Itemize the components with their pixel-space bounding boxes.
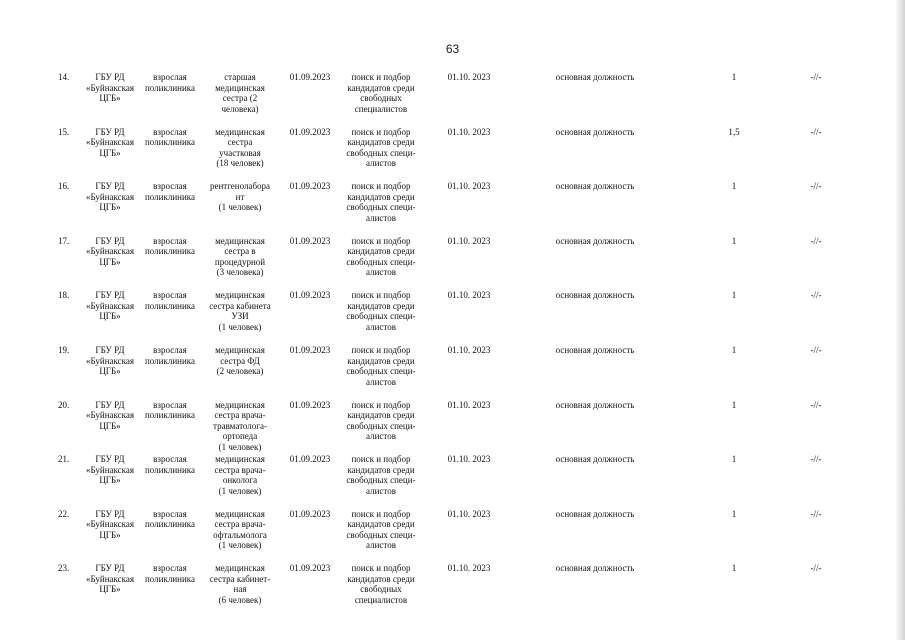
- method-cell-line: свободных: [360, 584, 402, 595]
- department-cell: [140, 563, 200, 584]
- method-cell-line: кандидатов среди: [347, 519, 415, 530]
- rate-cell: 1: [731, 181, 737, 192]
- note-cell: -//-: [810, 563, 822, 574]
- method-cell: [344, 236, 418, 278]
- method-cell-line: алистов: [366, 431, 396, 442]
- organization-cell-line: ЦГБ»: [99, 366, 121, 376]
- method-cell-line: специалистов: [354, 594, 408, 605]
- method-cell-line: свободных специ-: [346, 147, 416, 158]
- department-cell: [140, 290, 200, 311]
- employment-type-cell: основная должность: [555, 72, 635, 82]
- department-cell-line: взрослая: [153, 454, 187, 465]
- department-cell-line: взрослая: [153, 235, 187, 246]
- end-date-cell: 01.10. 2023: [447, 126, 491, 137]
- note-cell: -//-: [810, 399, 822, 410]
- position-cell: [206, 345, 274, 377]
- method-cell-line: свободных специ-: [346, 366, 416, 376]
- organization-cell: [84, 181, 136, 213]
- position-cell-line: (2 человека): [216, 366, 264, 376]
- row-number: 16.: [58, 181, 70, 192]
- method-cell-line: кандидатов среди: [347, 355, 415, 366]
- department-cell-line: поликлиника: [144, 246, 196, 257]
- position-cell-line: нт: [235, 191, 245, 202]
- organization-cell: [84, 72, 136, 104]
- row-number: 22.: [58, 508, 70, 519]
- method-cell: [344, 400, 418, 442]
- note-cell: -//-: [810, 290, 822, 301]
- method-cell-line: алистов: [366, 267, 396, 278]
- method-cell-line: свободных специ-: [346, 202, 416, 213]
- organization-cell-line: «Буйнакская: [85, 191, 135, 202]
- rate-cell: 1: [731, 508, 737, 519]
- department-cell-line: поликлиника: [144, 355, 196, 366]
- position-cell: [206, 290, 274, 332]
- department-cell-line: взрослая: [153, 563, 187, 574]
- organization-cell-line: ГБУ РД: [95, 563, 125, 574]
- method-cell-line: поиск и подбор: [351, 235, 411, 246]
- table-row: [0, 127, 905, 181]
- row-number: 19.: [58, 345, 70, 355]
- end-date-cell: 01.10. 2023: [447, 508, 491, 519]
- position-cell-line: травматолога-: [213, 420, 267, 431]
- start-date-cell: 01.09.2023: [289, 72, 331, 82]
- position-cell-line: (18 человек): [216, 158, 264, 169]
- rate-cell: 1: [731, 290, 737, 301]
- method-cell-line: поиск и подбор: [351, 181, 411, 192]
- end-date-cell: 01.10. 2023: [447, 235, 491, 246]
- method-cell-line: кандидатов среди: [347, 82, 415, 93]
- organization-cell-line: «Буйнакская: [85, 300, 135, 311]
- employment-type-cell: основная должность: [555, 235, 635, 246]
- method-cell-line: кандидатов среди: [347, 137, 415, 148]
- end-date-cell: 01.10. 2023: [447, 181, 491, 192]
- organization-cell-line: ГБУ РД: [95, 72, 125, 82]
- employment-type-cell: основная должность: [555, 563, 635, 574]
- position-cell-line: (6 человек): [218, 594, 262, 605]
- rate-cell: 1: [731, 454, 737, 465]
- start-date-cell: 01.09.2023: [289, 345, 331, 355]
- department-cell-line: поликлиника: [144, 519, 196, 530]
- position-cell-line: (3 человека): [216, 267, 264, 278]
- page-number: 63: [445, 42, 460, 56]
- method-cell: [344, 127, 418, 169]
- method-cell-line: поиск и подбор: [351, 345, 411, 355]
- organization-cell-line: ГБУ РД: [95, 345, 125, 355]
- organization-cell-line: ЦГБ»: [99, 529, 121, 540]
- start-date-cell: 01.09.2023: [289, 563, 331, 574]
- note-cell: -//-: [810, 181, 822, 192]
- row-number: 14.: [58, 72, 70, 82]
- organization-cell-line: ГБУ РД: [95, 181, 125, 192]
- row-number: 18.: [58, 290, 70, 301]
- method-cell-line: свободных специ-: [346, 420, 416, 431]
- organization-cell-line: ГБУ РД: [95, 126, 125, 137]
- position-cell-line: (1 человек): [218, 321, 262, 332]
- method-cell-line: специалистов: [354, 103, 408, 114]
- table-row: [0, 509, 905, 563]
- method-cell-line: свободных специ-: [346, 311, 416, 322]
- position-cell-line: (1 человек): [218, 441, 262, 452]
- method-cell-line: поиск и подбор: [351, 72, 411, 82]
- position-cell-line: ортопеда: [222, 431, 258, 442]
- start-date-cell: 01.09.2023: [289, 290, 331, 301]
- method-cell-line: кандидатов среди: [347, 246, 415, 257]
- position-cell-line: медицинская: [215, 563, 265, 574]
- method-cell-line: свободных специ-: [346, 475, 416, 486]
- method-cell-line: алистов: [366, 321, 396, 332]
- department-cell: [140, 400, 200, 421]
- employment-type-cell: основная должность: [555, 290, 635, 301]
- position-cell: [206, 127, 274, 169]
- position-cell: [206, 563, 274, 605]
- position-cell: [206, 454, 274, 496]
- method-cell-line: свободных специ-: [346, 256, 416, 267]
- organization-cell-line: «Буйнакская: [85, 246, 135, 257]
- start-date-cell: 01.09.2023: [289, 126, 331, 137]
- organization-cell: [84, 454, 136, 486]
- department-cell: [140, 509, 200, 530]
- position-cell: [206, 181, 274, 213]
- rate-cell: 1: [731, 563, 737, 574]
- department-cell-line: взрослая: [153, 181, 187, 192]
- end-date-cell: 01.10. 2023: [447, 72, 491, 82]
- department-cell: [140, 181, 200, 202]
- organization-cell-line: «Буйнакская: [85, 82, 135, 93]
- organization-cell-line: «Буйнакская: [85, 519, 135, 530]
- organization-cell: [84, 563, 136, 595]
- method-cell-line: кандидатов среди: [347, 191, 415, 202]
- organization-cell-line: ЦГБ»: [99, 256, 121, 267]
- row-number: 21.: [58, 454, 70, 465]
- department-cell: [140, 345, 200, 366]
- method-cell: [344, 290, 418, 332]
- method-cell-line: поиск и подбор: [351, 563, 411, 574]
- position-cell-line: медицинская: [215, 290, 265, 301]
- organization-cell: [84, 345, 136, 377]
- organization-cell-line: ГБУ РД: [95, 235, 125, 246]
- position-cell-line: офтальмолога: [213, 529, 267, 540]
- department-cell-line: поликлиника: [144, 573, 196, 584]
- start-date-cell: 01.09.2023: [289, 454, 331, 465]
- note-cell: -//-: [810, 72, 822, 82]
- position-cell-line: старшая: [224, 72, 256, 82]
- position-cell-line: УЗИ: [231, 311, 249, 322]
- organization-cell-line: ЦГБ»: [99, 475, 121, 486]
- position-cell-line: медицинская: [215, 82, 265, 93]
- start-date-cell: 01.09.2023: [289, 508, 331, 519]
- organization-cell: [84, 127, 136, 159]
- position-cell-line: (1 человек): [218, 485, 262, 496]
- organization-cell-line: ГБУ РД: [95, 454, 125, 465]
- table-row: [0, 236, 905, 290]
- organization-cell-line: ЦГБ»: [99, 584, 121, 595]
- position-cell-line: сестра кабинет-: [209, 573, 271, 584]
- method-cell-line: поиск и подбор: [351, 508, 411, 519]
- note-cell: -//-: [810, 508, 822, 519]
- position-cell-line: сестра (2: [222, 93, 258, 103]
- position-cell-line: ная: [233, 584, 247, 595]
- method-cell-line: кандидатов среди: [347, 464, 415, 475]
- department-cell: [140, 236, 200, 257]
- position-cell-line: участковая: [219, 147, 261, 158]
- department-cell-line: поликлиника: [144, 82, 196, 93]
- organization-cell-line: «Буйнакская: [85, 410, 135, 421]
- end-date-cell: 01.10. 2023: [447, 345, 491, 355]
- position-cell: [206, 72, 274, 114]
- position-cell-line: онколога: [222, 475, 258, 486]
- organization-cell-line: ЦГБ»: [99, 202, 121, 213]
- rate-cell: 1,5: [728, 126, 740, 137]
- note-cell: -//-: [810, 454, 822, 465]
- organization-cell-line: ГБУ РД: [95, 290, 125, 301]
- department-cell-line: взрослая: [153, 126, 187, 137]
- department-cell-line: поликлиника: [144, 191, 196, 202]
- method-cell-line: поиск и подбор: [351, 290, 411, 301]
- position-cell-line: человека): [221, 103, 259, 114]
- position-cell-line: сестра: [227, 137, 253, 148]
- method-cell-line: алистов: [366, 158, 396, 169]
- method-cell: [344, 181, 418, 223]
- end-date-cell: 01.10. 2023: [447, 290, 491, 301]
- department-cell: [140, 454, 200, 475]
- rate-cell: 1: [731, 345, 737, 355]
- position-cell: [206, 236, 274, 278]
- employment-type-cell: основная должность: [555, 454, 635, 465]
- organization-cell-line: ЦГБ»: [99, 147, 121, 158]
- method-cell-line: кандидатов среди: [347, 573, 415, 584]
- scan-edge-shadow: [895, 0, 905, 640]
- table-row: [0, 563, 905, 617]
- method-cell-line: поиск и подбор: [351, 454, 411, 465]
- department-cell-line: взрослая: [153, 345, 187, 355]
- position-cell-line: (1 человек): [218, 540, 262, 551]
- row-number: 17.: [58, 235, 70, 246]
- organization-cell-line: «Буйнакская: [85, 464, 135, 475]
- department-cell-line: взрослая: [153, 399, 187, 410]
- end-date-cell: 01.10. 2023: [447, 563, 491, 574]
- method-cell-line: поиск и подбор: [351, 126, 411, 137]
- row-number: 20.: [58, 399, 70, 410]
- organization-cell: [84, 509, 136, 541]
- organization-cell: [84, 236, 136, 268]
- note-cell: -//-: [810, 345, 822, 355]
- organization-cell-line: «Буйнакская: [85, 573, 135, 584]
- position-cell-line: медицинская: [215, 454, 265, 465]
- method-cell: [344, 345, 418, 387]
- organization-cell-line: «Буйнакская: [85, 355, 135, 366]
- position-cell-line: сестра врача-: [214, 519, 266, 530]
- method-cell-line: свободных: [360, 93, 402, 103]
- method-cell: [344, 509, 418, 551]
- table-row: [0, 290, 905, 344]
- organization-cell-line: ГБУ РД: [95, 508, 125, 519]
- method-cell-line: алистов: [366, 212, 396, 223]
- organization-cell-line: ГБУ РД: [95, 399, 125, 410]
- department-cell-line: взрослая: [153, 72, 187, 82]
- method-cell-line: поиск и подбор: [351, 399, 411, 410]
- organization-cell-line: ЦГБ»: [99, 93, 121, 103]
- organization-cell: [84, 400, 136, 432]
- row-number: 23.: [58, 563, 70, 574]
- table-row: [0, 181, 905, 235]
- employment-type-cell: основная должность: [555, 508, 635, 519]
- organization-cell-line: ЦГБ»: [99, 311, 121, 322]
- position-cell-line: сестра врача-: [214, 464, 266, 475]
- employment-type-cell: основная должность: [555, 345, 635, 355]
- department-cell: [140, 127, 200, 148]
- method-cell-line: кандидатов среди: [347, 300, 415, 311]
- position-cell-line: сестра в: [224, 246, 256, 257]
- position-cell-line: процедурной: [214, 256, 266, 267]
- method-cell-line: кандидатов среди: [347, 410, 415, 421]
- end-date-cell: 01.10. 2023: [447, 399, 491, 410]
- position-cell-line: медицинская: [215, 345, 265, 355]
- table-row: [0, 345, 905, 399]
- row-number: 15.: [58, 126, 70, 137]
- organization-cell-line: «Буйнакская: [85, 137, 135, 148]
- method-cell: [344, 563, 418, 605]
- position-cell-line: (1 человек): [218, 202, 262, 213]
- table-row: [0, 400, 905, 454]
- note-cell: -//-: [810, 235, 822, 246]
- position-cell-line: медицинская: [215, 508, 265, 519]
- employment-type-cell: основная должность: [555, 126, 635, 137]
- employment-type-cell: основная должность: [555, 181, 635, 192]
- employment-type-cell: основная должность: [555, 399, 635, 410]
- method-cell-line: алистов: [366, 540, 396, 551]
- table-row: [0, 72, 905, 126]
- position-cell-line: медицинская: [215, 235, 265, 246]
- start-date-cell: 01.09.2023: [289, 181, 331, 192]
- method-cell: [344, 454, 418, 496]
- rate-cell: 1: [731, 235, 737, 246]
- method-cell: [344, 72, 418, 114]
- department-cell-line: взрослая: [153, 290, 187, 301]
- position-cell-line: сестра врача-: [214, 410, 266, 421]
- department-cell-line: поликлиника: [144, 300, 196, 311]
- department-cell-line: поликлиника: [144, 464, 196, 475]
- rate-cell: 1: [731, 399, 737, 410]
- rate-cell: 1: [731, 72, 737, 82]
- position-cell: [206, 509, 274, 551]
- table-row: [0, 454, 905, 508]
- position-cell-line: сестра ФД: [220, 355, 260, 366]
- organization-cell-line: ЦГБ»: [99, 420, 121, 431]
- position-cell-line: сестра кабинета: [209, 300, 271, 311]
- position-cell-line: медицинская: [215, 399, 265, 410]
- start-date-cell: 01.09.2023: [289, 235, 331, 246]
- organization-cell: [84, 290, 136, 322]
- end-date-cell: 01.10. 2023: [447, 454, 491, 465]
- method-cell-line: свободных специ-: [346, 529, 416, 540]
- start-date-cell: 01.09.2023: [289, 399, 331, 410]
- position-cell-line: медицинская: [215, 126, 265, 137]
- department-cell-line: поликлиника: [144, 410, 196, 421]
- note-cell: -//-: [810, 126, 822, 137]
- department-cell: [140, 72, 200, 93]
- position-cell: [206, 400, 274, 453]
- method-cell-line: алистов: [366, 485, 396, 496]
- department-cell-line: поликлиника: [144, 137, 196, 148]
- method-cell-line: алистов: [366, 376, 396, 387]
- department-cell-line: взрослая: [153, 508, 187, 519]
- position-cell-line: рентгенолабора: [209, 181, 271, 192]
